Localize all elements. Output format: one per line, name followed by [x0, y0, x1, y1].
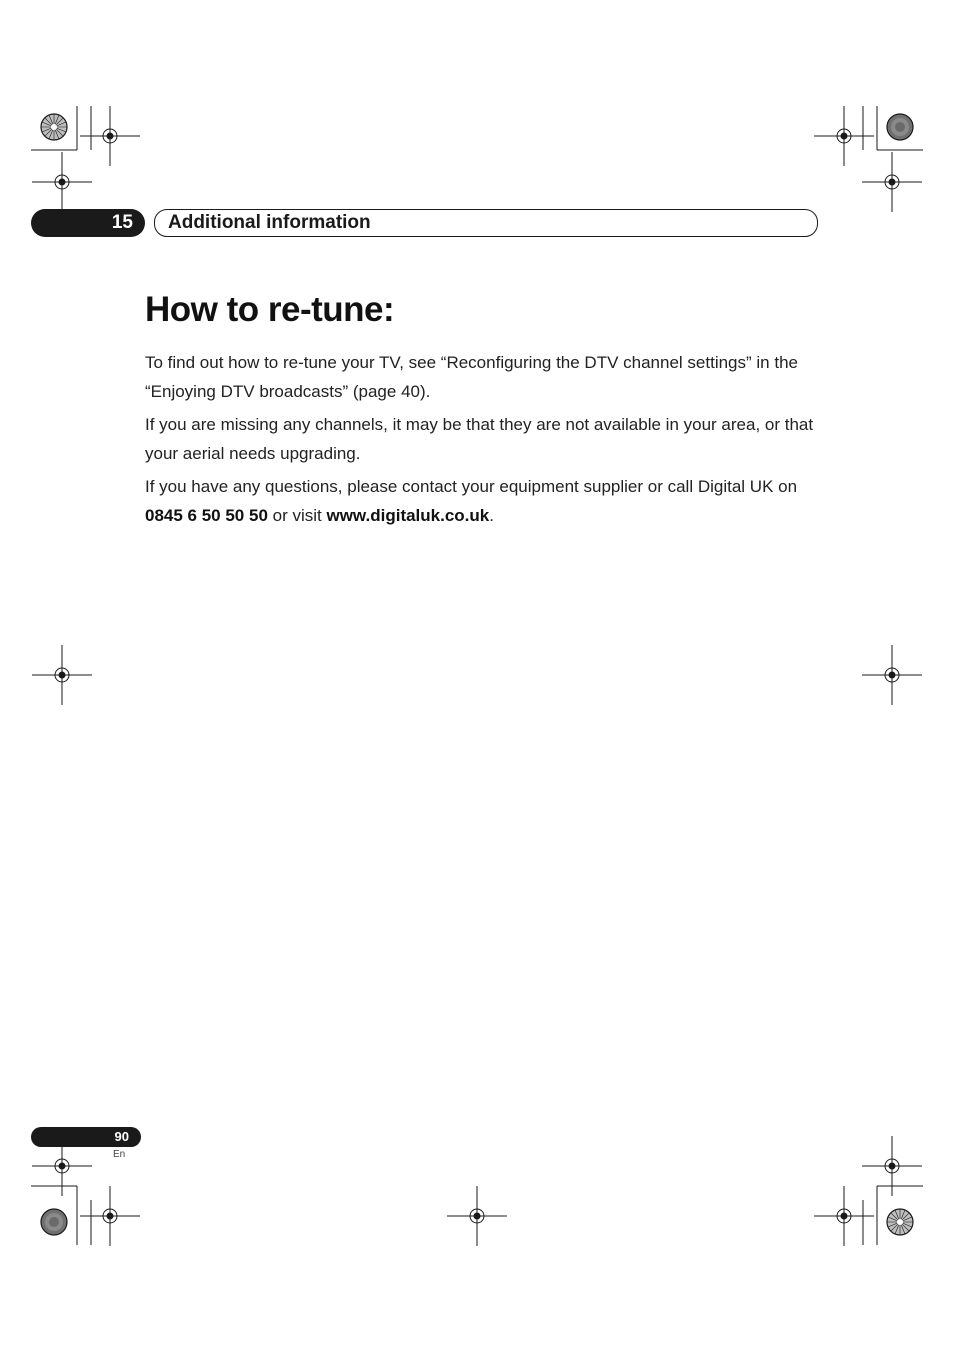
page-number-tab	[31, 1127, 141, 1147]
page-number: 90	[114, 1129, 129, 1144]
contact-or-visit: or visit	[267, 506, 327, 525]
chapter-tab	[31, 209, 145, 237]
website-link[interactable]: www.digitaluk.co.uk	[326, 506, 490, 525]
contact-end: .	[489, 506, 494, 525]
language-code: En	[113, 1149, 126, 1160]
paragraph-contact	[145, 472, 821, 530]
phone-number: 0845 6 50 50 50	[145, 506, 268, 525]
chapter-number: 15	[111, 212, 133, 233]
section-header	[154, 209, 818, 237]
section-title: Additional information	[168, 212, 371, 233]
paragraph-missing-channels: If you are missing any channels, it may be that they are not available in your area, or that your aerial needs upgrading.	[145, 415, 814, 463]
main-content	[145, 286, 821, 534]
page-title: How to re-tune:	[145, 290, 395, 329]
paragraph-retune: To find out how to re-tune your TV, see “Reconfiguring the DTV channel settings” in the “Enjoying DTV broadcasts” (page 40).	[145, 353, 798, 401]
contact-text: If you have any questions, please contact your equipment supplier or call Digital UK on	[145, 477, 798, 496]
